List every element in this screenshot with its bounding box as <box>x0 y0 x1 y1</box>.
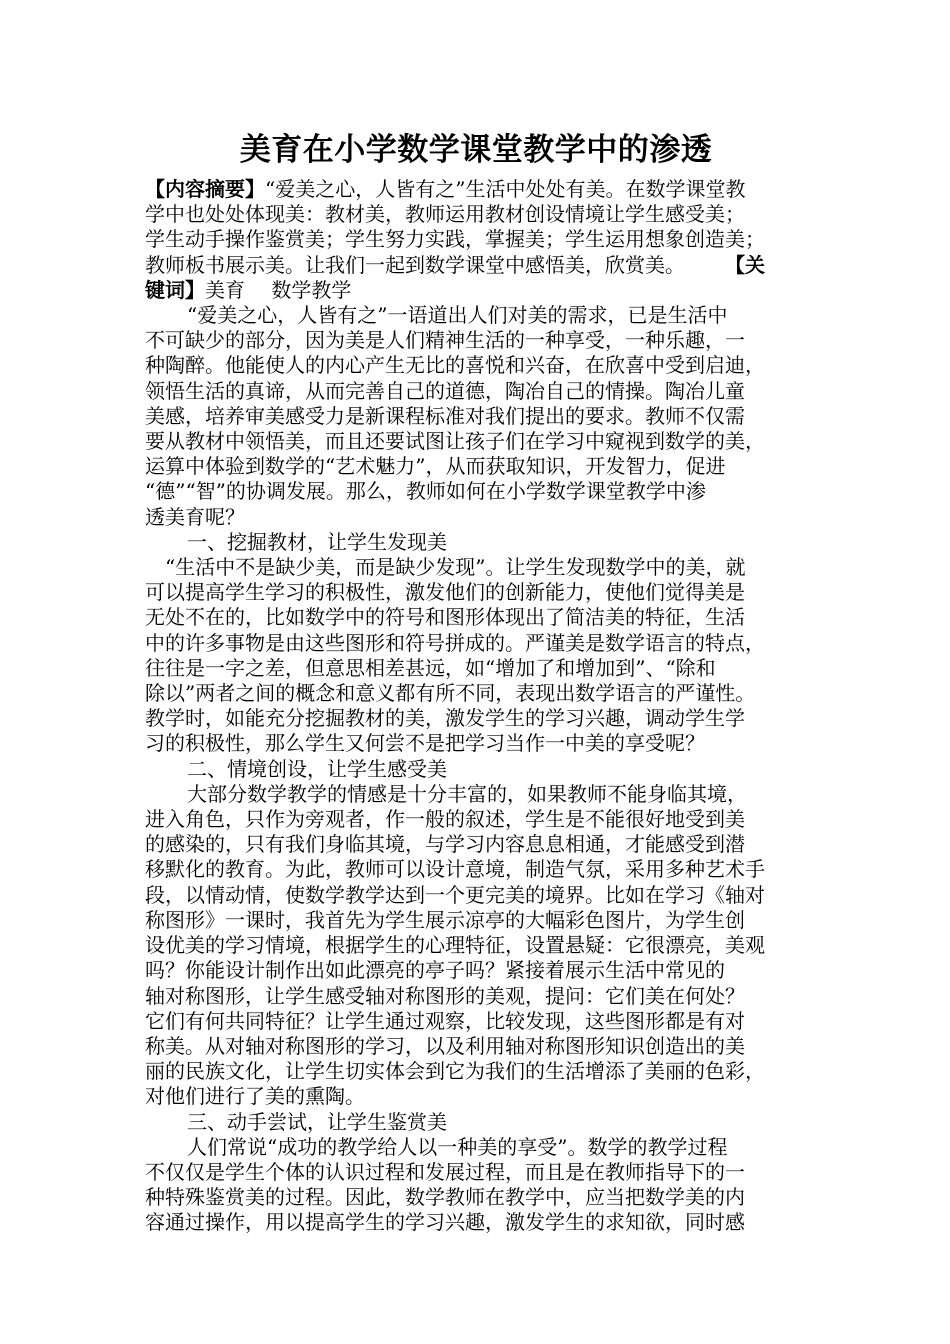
section-line: “生活中不是缺少美，而是缺少发现”。让学生发现数学中的美，就 <box>165 555 746 580</box>
section-line: 容通过操作，用以提高学生的学习兴趣，激发学生的求知欲，同时感 <box>145 1210 745 1235</box>
section-line: 大部分数学教学的情感是十分丰富的，如果教师不能身临其境， <box>187 781 747 806</box>
intro-line: “爱美之心，人皆有之”一语道出人们对美的需求，已是生活中 <box>187 303 728 328</box>
abstract-line: 教师板书展示美。让我们一起到数学课堂中感悟美，欣赏美。 【关 <box>145 252 765 277</box>
section-line: 吗？你能设计制作出如此漂亮的亭子吗？紧接着展示生活中常见的 <box>145 958 725 983</box>
section-line: 丽的民族文化，让学生切实体会到它为我们的生活增添了美丽的色彩， <box>145 1059 765 1084</box>
section-line: 轴对称图形，让学生感受轴对称图形的美观，提问：它们美在何处？ <box>145 983 745 1008</box>
section-line: 人们常说“成功的教学给人以一种美的享受”。数学的教学过程 <box>187 1134 728 1159</box>
section-line: 可以提高学生学习的积极性，激发他们的创新能力，使他们觉得美是 <box>145 580 745 605</box>
section-heading: 一、挖掘教材，让学生发现美 <box>187 529 447 554</box>
intro-line: 要从教材中领悟美，而且还要试图让孩子们在学习中窥视到数学的美， <box>145 429 765 454</box>
section-line: 的感染的，只有我们身临其境，与学习内容息息相通，才能感受到潜 <box>145 832 745 857</box>
intro-paragraph <box>145 303 807 530</box>
intro-line: 种陶醉。他能使人的内心产生无比的喜悦和兴奋，在欣喜中受到启迪， <box>145 353 765 378</box>
intro-line: “德”“智”的协调发展。那么，教师如何在小学数学课堂教学中渗 <box>145 479 706 504</box>
section-line: 往往是一字之差，但意思相差甚远，如“增加了和增加到”、“除和 <box>145 655 716 680</box>
section-line: 它们有何共同特征？让学生通过观察，比较发现，这些图形都是有对 <box>145 1008 745 1033</box>
section-1 <box>145 530 807 757</box>
keywords-label-start: 【关 <box>725 252 765 277</box>
section-2 <box>145 757 807 1110</box>
section-line: 教学时，如能充分挖掘教材的美，激发学生的学习兴趣，调动学生学 <box>145 706 745 731</box>
intro-line: 美感，培养审美感受力是新课程标准对我们提出的要求。教师不仅需 <box>145 403 745 428</box>
section-heading: 二、情境创设，让学生感受美 <box>187 756 447 781</box>
abstract-line: 学生动手操作鉴赏美；学生努力实践，掌握美；学生运用想象创造美； <box>145 227 765 252</box>
section-line: 种特殊鉴赏美的过程。因此，数学教师在教学中，应当把数学美的内 <box>145 1185 745 1210</box>
section-3 <box>145 1110 807 1236</box>
section-line: 中的许多事物是由这些图形和符号拼成的。严谨美是数学语言的特点， <box>145 630 765 655</box>
intro-line: 不可缺少的部分，因为美是人们精神生活的一种享受，一种乐趣，一 <box>145 328 745 353</box>
section-line: 不仅仅是学生个体的认识过程和发展过程，而且是在教师指导下的一 <box>145 1159 745 1184</box>
intro-line: 领悟生活的真谛，从而完善自己的道德，陶冶自己的情操。陶冶儿童 <box>145 378 745 403</box>
section-line: 对他们进行了美的熏陶。 <box>145 1084 365 1109</box>
section-line: 习的积极性，那么学生又何尝不是把学习当作一中美的享受呢？ <box>145 731 705 756</box>
section-line: 称美。从对轴对称图形的学习，以及利用轴对称图形知识创造出的美 <box>145 1033 745 1058</box>
section-heading: 三、动手尝试，让学生鉴赏美 <box>187 1109 447 1134</box>
abstract-block <box>145 177 807 303</box>
section-line: 移默化的教育。为此，教师可以设计意境，制造气氛，采用多种艺术手 <box>145 857 765 882</box>
keywords-value: 美育 数学教学 <box>205 277 352 302</box>
keywords-line <box>145 278 807 303</box>
document-page <box>145 125 807 1236</box>
abstract-line: 学中也处处体现美：教材美，教师运用教材创设情境让学生感受美； <box>145 202 745 227</box>
abstract-line: 【内容摘要】“爱美之心，人皆有之”生活中处处有美。在数学课堂教 <box>145 177 746 201</box>
intro-line: 透美育呢？ <box>145 504 245 529</box>
intro-line: 运算中体验到数学的“艺术魅力”，从而获取知识，开发智力，促进 <box>145 454 726 479</box>
section-line: 进入角色，只作为旁观者，作一般的叙述，学生是不能很好地受到美 <box>145 807 745 832</box>
section-line: 无处不在的，比如数学中的符号和图形体现出了简洁美的特征，生活 <box>145 605 745 630</box>
section-line: 称图形》一课时，我首先为学生展示凉亭的大幅彩色图片，为学生创 <box>145 907 745 932</box>
section-line: 除以”两者之间的概念和意义都有所不同，表现出数学语言的严谨性。 <box>145 681 756 706</box>
section-line: 设优美的学习情境，根据学生的心理特征，设置悬疑：它很漂亮，美观 <box>145 933 765 958</box>
section-line: 段，以情动情，使数学教学达到一个更完美的境界。比如在学习《轴对 <box>145 882 765 907</box>
keywords-label-end: 键词】 <box>145 277 205 302</box>
abstract-label: 【内容摘要】 <box>145 177 265 201</box>
document-title: 美育在小学数学课堂教学中的渗透 <box>239 132 713 168</box>
